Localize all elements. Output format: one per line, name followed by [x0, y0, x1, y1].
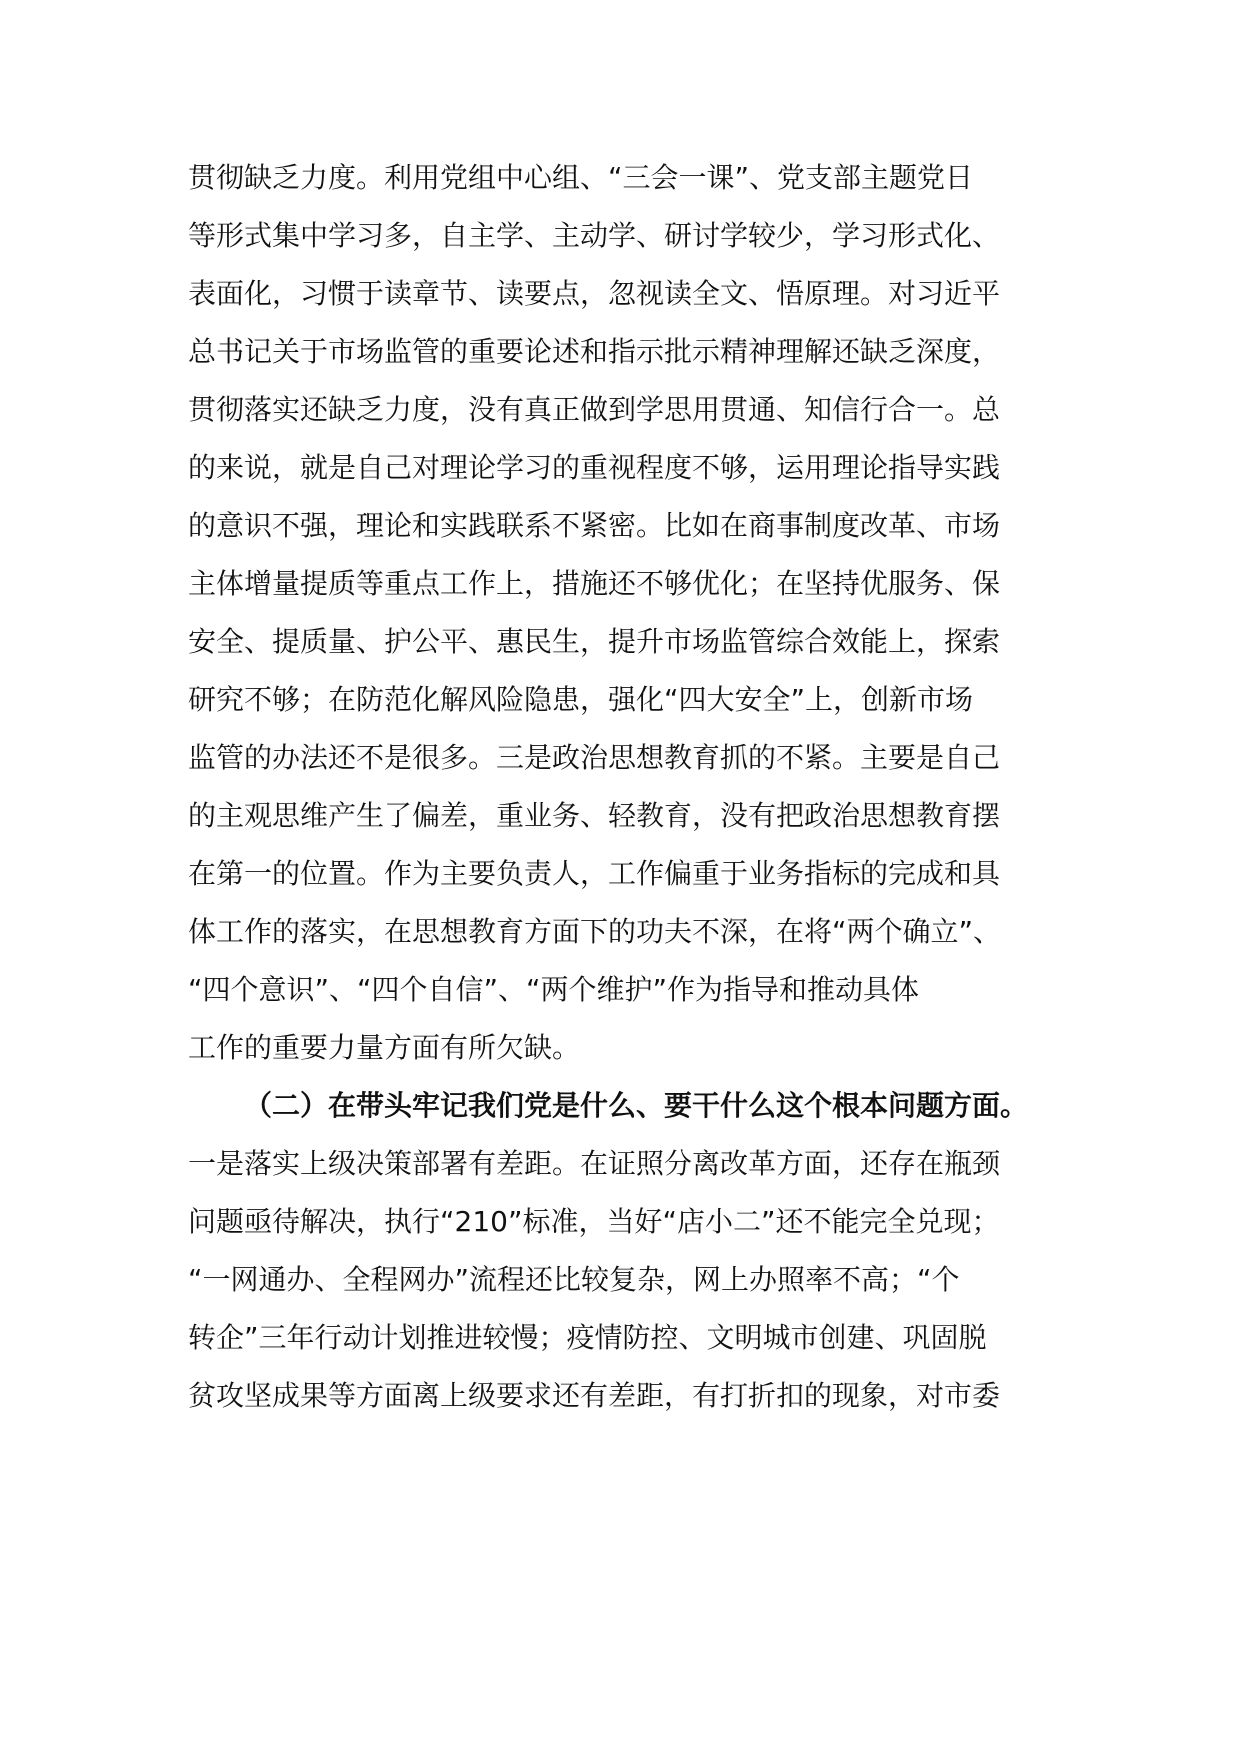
text-line: “四个意识”、“四个自信”、“两个维护”作为指导和推动具体 — [188, 973, 920, 1006]
text-line: “一网通办、全程网办”流程还比较复杂，网上办照率不高；“个 — [188, 1263, 960, 1296]
text-line: 的来说，就是自己对理论学习的重视程度不够，运用理论指导实践 — [188, 451, 1001, 484]
text-line: 问题亟待解决，执行“210”标准，当好“店小二”还不能完全兑现； — [188, 1205, 1000, 1238]
text-line: 贯彻落实还缺乏力度，没有真正做到学思用贯通、知信行合一。总 — [188, 393, 1001, 426]
text-line: 研究不够；在防范化解风险隐患，强化“四大安全”上，创新市场 — [188, 683, 974, 716]
text-line: 贯彻缺乏力度。利用党组中心组、“三会一课”、党支部主题党日 — [188, 161, 974, 194]
text-line: 表面化，习惯于读章节、读要点，忽视读全文、悟原理。对习近平 — [188, 277, 1001, 310]
text-line: 的主观思维产生了偏差，重业务、轻教育，没有把政治思想教育摆 — [188, 799, 1001, 832]
text-line: 的意识不强，理论和实践联系不紧密。比如在商事制度改革、市场 — [188, 509, 1001, 542]
text-line: 转企”三年行动计划推进较慢；疫情防控、文明城市创建、巩固脱 — [188, 1321, 987, 1354]
text-line: 监管的办法还不是很多。三是政治思想教育抓的不紧。主要是自己 — [188, 741, 1001, 774]
text-line: 主体增量提质等重点工作上，措施还不够优化；在坚持优服务、保 — [188, 567, 1001, 600]
text-line: 安全、提质量、护公平、惠民生，提升市场监管综合效能上，探索 — [188, 625, 1001, 658]
text-line: 等形式集中学习多，自主学、主动学、研讨学较少，学习形式化、 — [188, 219, 1001, 252]
section-heading: （二）在带头牢记我们党是什么、要干什么这个根本问题方面。 — [244, 1089, 1029, 1122]
text-line: 一是落实上级决策部署有差距。在证照分离改革方面，还存在瓶颈 — [188, 1147, 1001, 1180]
text-line: 体工作的落实，在思想教育方面下的功夫不深，在将“两个确立”、 — [188, 915, 1002, 948]
text-line: 工作的重要力量方面有所欠缺。 — [188, 1031, 581, 1064]
text-line: 总书记关于市场监管的重要论述和指示批示精神理解还缺乏深度， — [188, 335, 1001, 368]
text-line: 在第一的位置。作为主要负责人，工作偏重于业务指标的完成和具 — [188, 857, 1001, 890]
text-line: 贫攻坚成果等方面离上级要求还有差距，有打折扣的现象，对市委 — [188, 1379, 1001, 1412]
